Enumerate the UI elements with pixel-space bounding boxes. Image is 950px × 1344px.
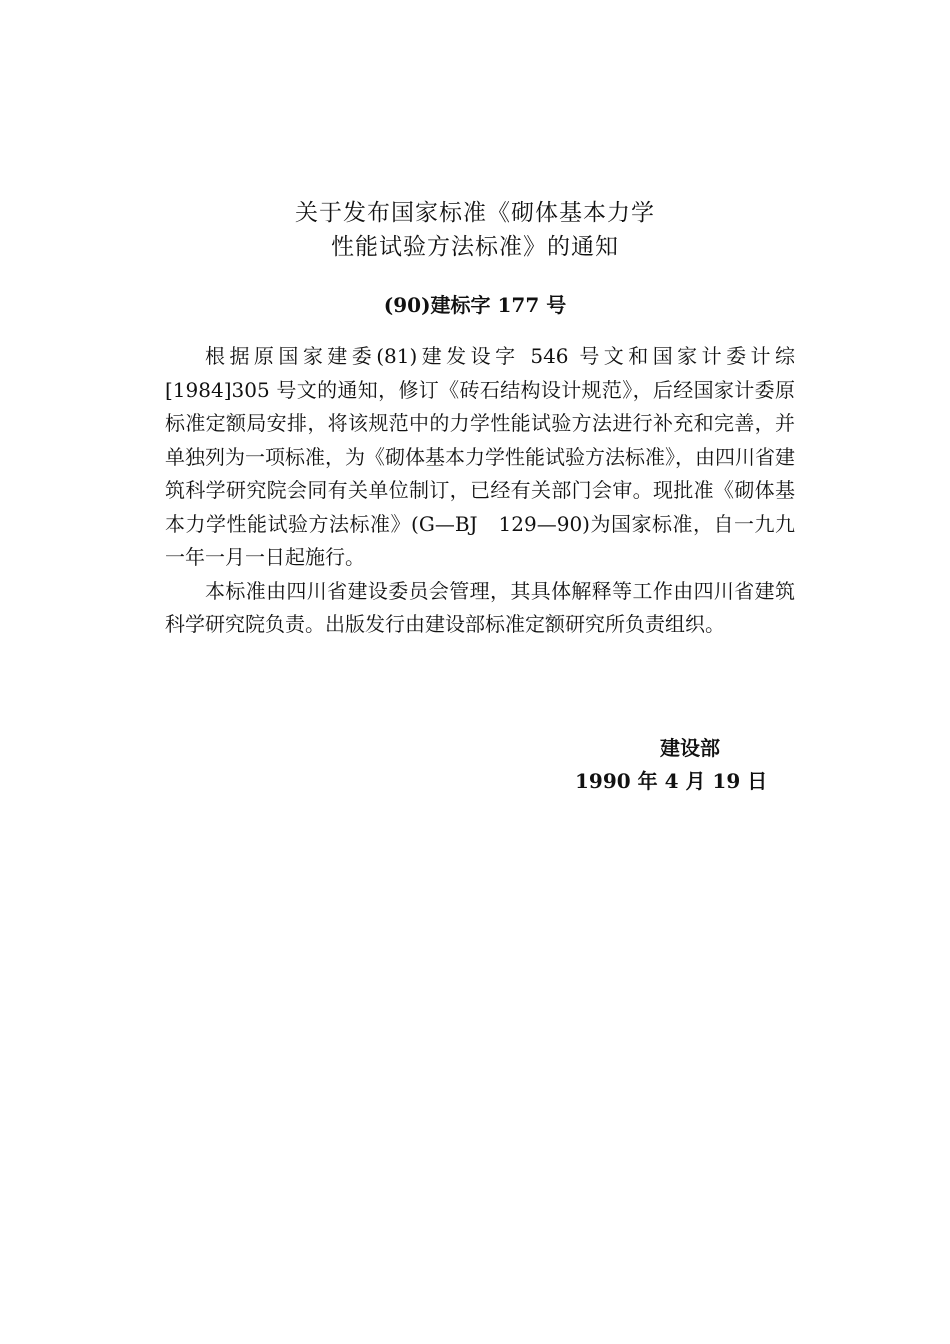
document-number: (90)建标字 177 号 xyxy=(383,293,567,317)
notice-title-line-2: 性能试验方法标准》的通知 xyxy=(331,234,619,260)
issuing-authority: 建设部 xyxy=(660,736,720,760)
notice-title-line-1: 关于发布国家标准《砌体基本力学 xyxy=(295,200,655,226)
body-paragraph-1: 根据原国家建委(81)建发设字 546 号文和国家计委计综[1984]305 号文的通知，修订《砖石结构设计规范》，后经国家计委原标准定额局安排，将该规范中的力学性能试验方法进行补充和完善，并单独列为一项标准，为《砌体基本力学性能试验方法标准》，由四川省建筑科学研究院会同有关单位制订，已经有关部门会审。现批准《砌体基本力学性能试验方法标准》(G—BJ 129—90)为国家标准，自一九九一年一月一日起施行。 xyxy=(165,344,795,569)
body-paragraph-2: 本标准由四川省建设委员会管理，其具体解释等工作由四川省建筑科学研究院负责。出版发行由建设部标准定额研究所负责组织。 xyxy=(165,578,795,636)
notice-body xyxy=(165,340,795,642)
issue-date: 1990 年 4 月 19 日 xyxy=(575,769,768,793)
